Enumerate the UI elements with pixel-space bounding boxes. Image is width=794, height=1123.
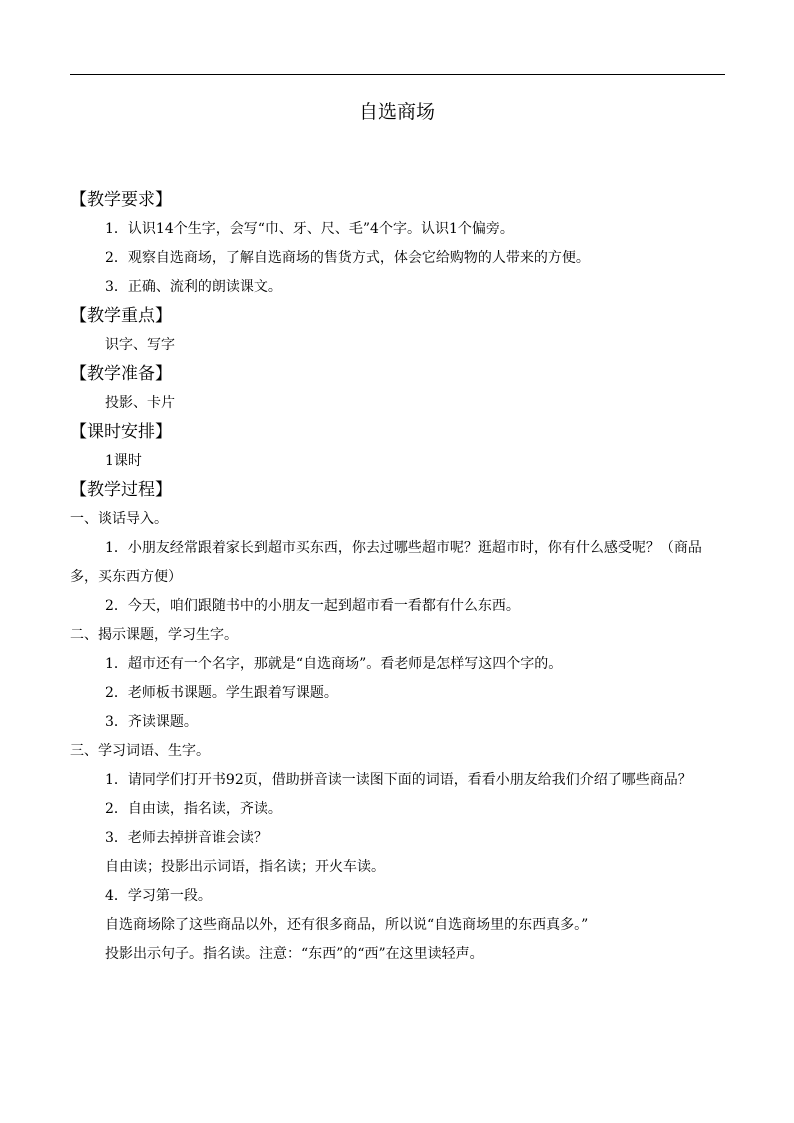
process-item: 2．今天，咱们跟随书中的小朋友一起到超市看一看都有什么东西。: [105, 598, 520, 614]
requirement-item: 3．正确、流利的朗读课文。: [105, 279, 282, 295]
process-item: 2．自由读，指名读，齐读。: [105, 801, 282, 817]
section-heading-process: 【教学过程】: [70, 480, 172, 500]
process-item: 3．齐读课题。: [105, 714, 198, 730]
process-item: 1．超市还有一个名字，那就是“自选商场”。看老师是怎样写这四个字的。: [105, 656, 563, 672]
key-points-text: 识字、写字: [105, 337, 175, 353]
schedule-text: 1课时: [105, 453, 142, 469]
document-body: [70, 186, 725, 969]
preparation-text: 投影、卡片: [105, 395, 175, 411]
process-item: 自选商场除了这些商品以外，还有很多商品，所以说“自选商场里的东西真多。”: [105, 917, 589, 933]
section-heading-requirements: 【教学要求】: [70, 190, 172, 210]
requirement-item: 1．认识14个生字，会写“巾、牙、尺、毛”4个字。认识1个偏旁。: [105, 221, 514, 237]
process-item: 3．老师去掉拼音谁会读？: [105, 830, 268, 846]
process-part-title: 二、揭示课题，学习生字。: [70, 627, 238, 643]
section-heading-key-points: 【教学重点】: [70, 306, 172, 326]
process-item: 自由读；投影出示词语，指名读；开火车读。: [105, 859, 385, 875]
process-item: 4．学习第一段。: [105, 888, 212, 904]
process-item: 2．老师板书课题。学生跟着写课题。: [105, 685, 338, 701]
process-part-title: 一、谈话导入。: [70, 511, 168, 527]
section-heading-preparation: 【教学准备】: [70, 364, 172, 384]
section-heading-schedule: 【课时安排】: [70, 422, 172, 442]
process-part-title: 三、学习词语、生字。: [70, 743, 210, 759]
process-item: 1．小朋友经常跟着家长到超市买东西，你去过哪些超市呢？逛超市时，你有什么感受呢？（商品多，买东西方便）: [70, 540, 702, 585]
header-rule: [70, 74, 725, 75]
requirement-item: 2．观察自选商场，了解自选商场的售货方式，体会它给购物的人带来的方便。: [105, 250, 590, 266]
document-title: 自选商场: [358, 101, 435, 123]
process-item: 1．请同学们打开书92页，借助拼音读一读图下面的词语，看看小朋友给我们介绍了哪些商品？: [105, 772, 692, 788]
process-item: 投影出示句子。指名读。注意：“东西”的“西”在这里读轻声。: [105, 946, 484, 962]
